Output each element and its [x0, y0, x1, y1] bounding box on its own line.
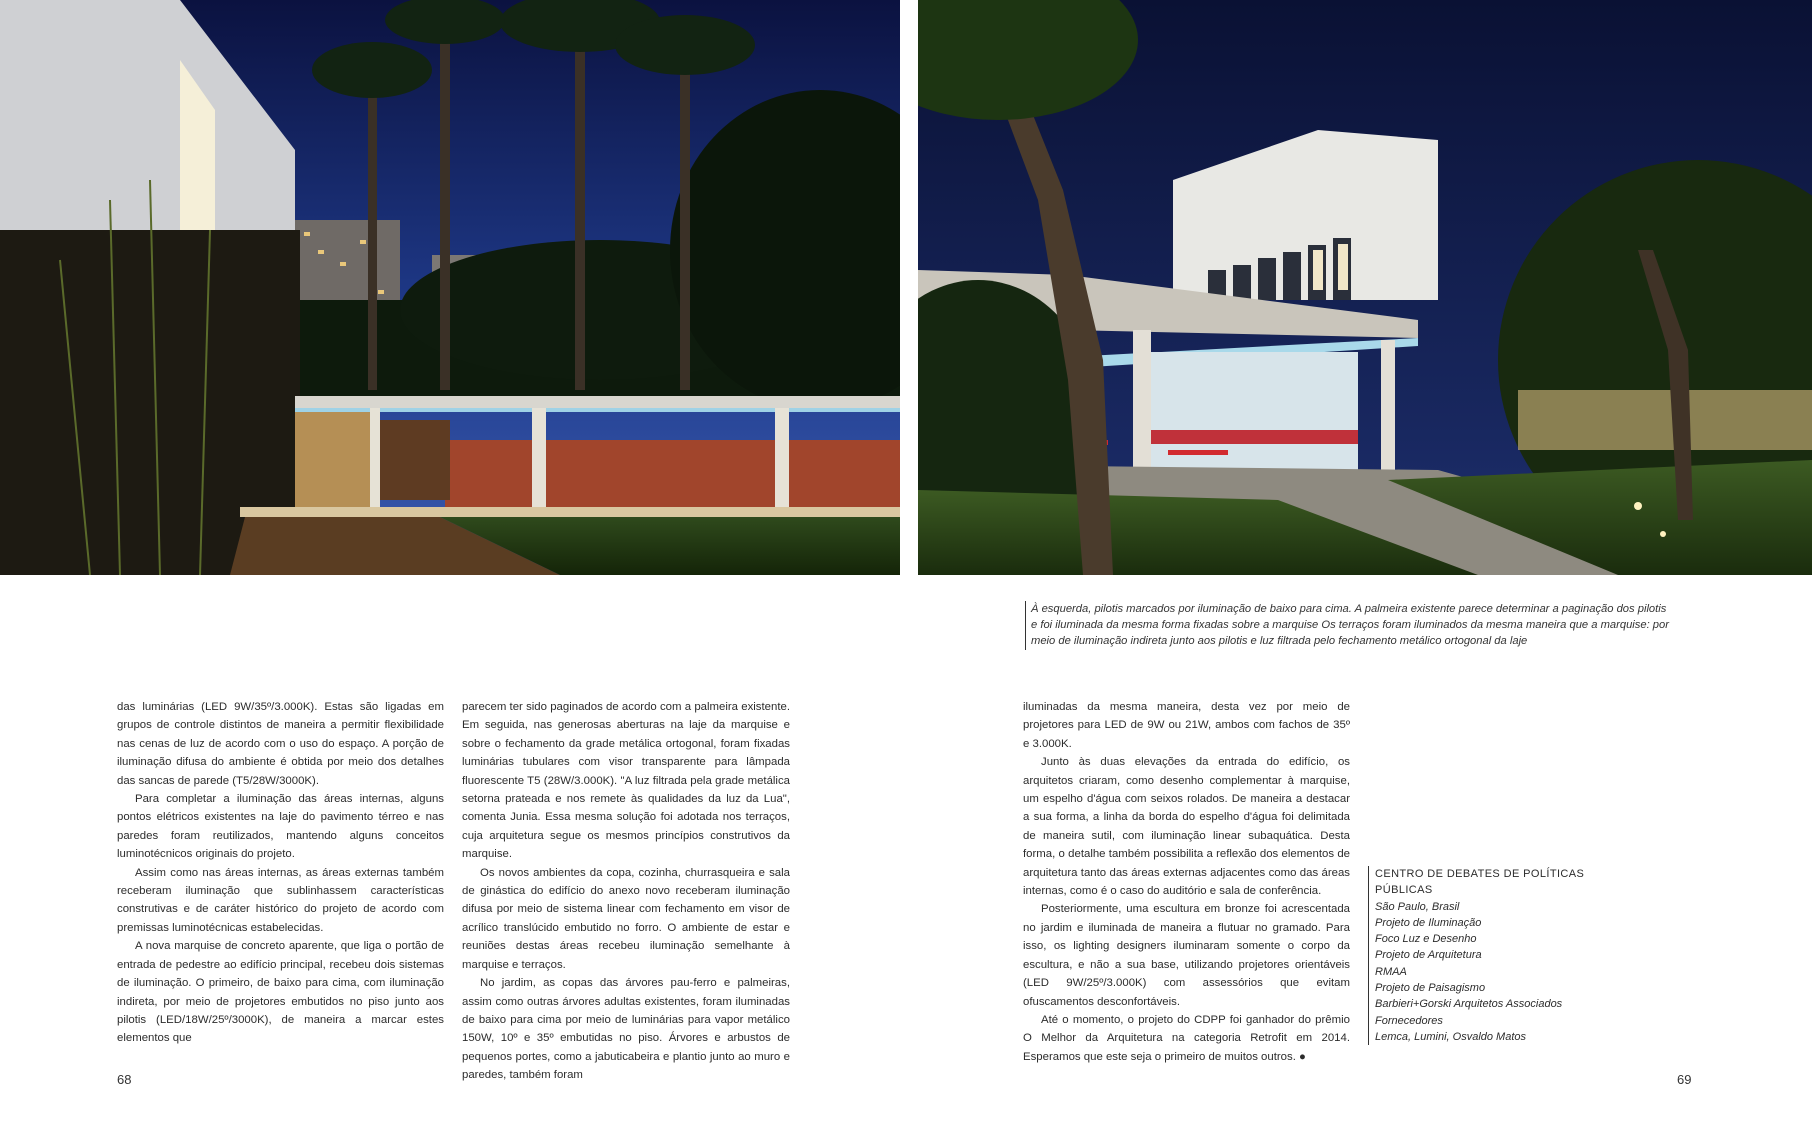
credits-line: Projeto de Arquitetura: [1375, 949, 1482, 962]
page-number-left: 68: [117, 1072, 132, 1087]
photo-right-pavilion-terrace: [918, 0, 1812, 575]
credits-line: Lemca, Lumini, Osvaldo Matos: [1375, 1030, 1527, 1043]
paragraph: parecem ter sido paginados de acordo com a palmeira existente. Em seguida, nas generosas aberturas na laje da marquise e sobre o fechamento da grade metálica ortogonal, foram fixadas luminárias tubulares com visor transparente para lâmpada fluorescente T5 (28W/3.000K). "A luz filtrada pela grade metálica setorna prateada e nos remete às qualidades da luz da Lua", comenta Junia. Essa mesma solução foi adotada nos terraços, cuja arquitetura segue os mesmos princípios construtivos da marquise.: [462, 701, 790, 861]
paragraph: Junto às duas elevações da entrada do edifício, os arquitetos criaram, como desenho complementar à marquise, um espelho d'água com seixos rolados. De maneira a destacar a sua forma, a linha da borda do espelho d'água foi delimitada de maneira sutil, com iluminação linear subaquática. Desta forma, o detalhe também possibilita a reflexão dos elementos de arquitetura tanto das áreas externas adjacentes como das áreas internas, como é o caso do auditório e sala de conferência.: [1023, 756, 1350, 898]
photo-left-night-courtyard: [0, 0, 900, 575]
page-number-right: 69: [1677, 1072, 1692, 1087]
paragraph: No jardim, as copas das árvores pau-ferro e palmeiras, assim como outras árvores adultas existentes, foram iluminadas de baixo para cima por meio de luminárias para vapor metálico 150W, 10º e 35º embutidas no piso. Árvores e arbustos de pequenos portes, como a jabuticabeira e plantio junto ao muro e paredes, também foram: [462, 977, 790, 1082]
paragraph: Assim como nas áreas internas, as áreas externas também receberam iluminação que sublinhassem características construtivas e de caráter histórico do projeto de acordo com premissas luminotécnicas estabelecidas.: [117, 866, 444, 934]
paragraph: iluminadas da mesma maneira, desta vez por meio de projetores para LED de 9W ou 21W, ambos com fachos de 35º e 3.000K.: [1023, 701, 1350, 750]
credits-line: São Paulo, Brasil: [1375, 900, 1460, 913]
credits-line: Barbieri+Gorski Arquitetos Associados: [1375, 998, 1563, 1011]
photo-caption: À esquerda, pilotis marcados por iluminação de baixo para cima. A palmeira existente parece determinar a paginação dos pilotis e foi iluminada da mesma forma fixadas sobre a marquise Os terraços foram iluminados da mesma maneira que a marquise: por meio de iluminação indireta junto aos pilotis e luz filtrada pelo fechamento metálico ortogonal da laje: [1025, 601, 1671, 650]
credits-line: Projeto de Iluminação: [1375, 916, 1482, 929]
paragraph: Posteriormente, uma escultura em bronze foi acrescentada no jardim e iluminada de maneira a flutuar no gramado. Para isso, os lighting designers iluminaram somente o corpo da escultura, e não a sua base, utilizando projetores orientáveis (LED 9W/25º/3.000K) com assessórios que evitam ofuscamentos desconfortáveis.: [1023, 903, 1350, 1008]
project-credits: [1368, 866, 1635, 1045]
credits-title: CENTRO DE DEBATES DE POLÍTICAS PÚBLICAS: [1375, 868, 1585, 897]
paragraph: A nova marquise de concreto aparente, que liga o portão de entrada de pedestre ao edifício principal, recebeu dois sistemas de iluminação. O primeiro, de baixo para cima, com iluminação indireta, por meio de projetores embutidos no piso junto aos pilotis (LED/18W/25º/3000K), de maneira a marcar estes elementos que: [117, 940, 444, 1045]
paragraph: Até o momento, o projeto do CDPP foi ganhador do prêmio O Melhor da Arquitetura na categoria Retrofit em 2014. Esperamos que este seja o primeiro de muitos outros. ●: [1023, 1013, 1350, 1063]
body-column-2: [462, 698, 790, 1085]
credits-line: Fornecedores: [1375, 1014, 1443, 1027]
credits-line: Projeto de Paisagismo: [1375, 982, 1486, 995]
credits-line: RMAA: [1375, 965, 1407, 978]
paragraph: Os novos ambientes da copa, cozinha, churrasqueira e sala de ginástica do edifício do anexo novo receberam iluminação difusa por meio de sistema linear com fechamento em visor de acrílico translúcido embutido no forro. O ambiente de estar e reuniões destas áreas recebeu iluminação semelhante à marquise e terraços.: [462, 866, 790, 971]
paragraph: Para completar a iluminação das áreas internas, alguns pontos elétricos existentes na laje do pavimento térreo e nas paredes foram reutilizados, mantendo alguns conceitos luminotécnicos originais do projeto.: [117, 793, 444, 861]
credits-line: Foco Luz e Desenho: [1375, 933, 1477, 946]
paragraph: das luminárias (LED 9W/35º/3.000K). Estas são ligadas em grupos de controle distintos de maneira a permitir flexibilidade nas cenas de luz de acordo com o uso do espaço. A porção de iluminação difusa do ambiente é obtida por meio dos detalhes das sancas de parede (T5/28W/3000K).: [117, 701, 444, 787]
body-column-3: [1023, 698, 1350, 1066]
body-column-1: [117, 698, 444, 1048]
